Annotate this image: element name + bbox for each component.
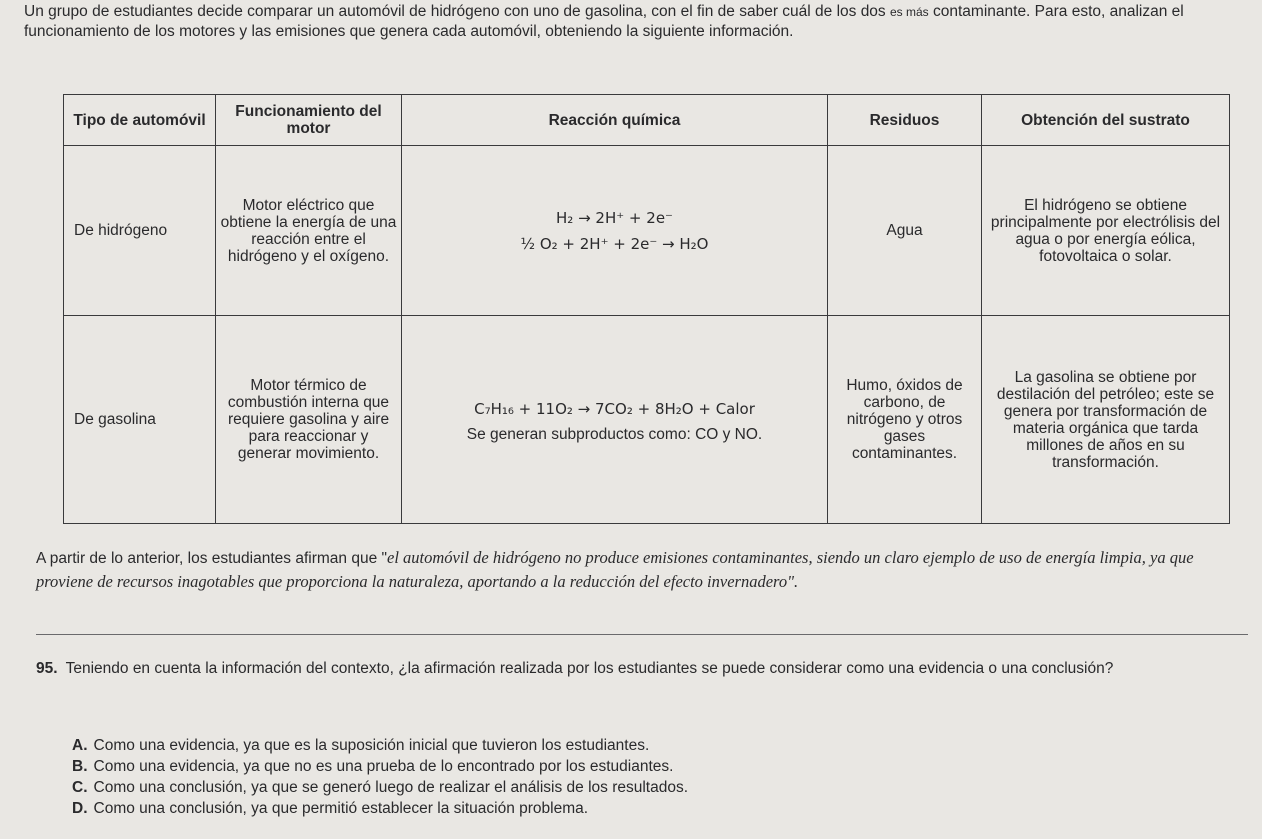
table-row-gasoline	[64, 316, 1230, 524]
table-row-hydrogen	[64, 146, 1230, 316]
header-function: Funcionamiento del motor	[216, 95, 402, 146]
option-text: Como una conclusión, ya que permitió establecer la situación problema.	[93, 800, 589, 817]
option-d[interactable]	[72, 798, 1242, 819]
header-type: Tipo de automóvil	[64, 95, 216, 146]
intro-text: Un grupo de estudiantes decide comparar un automóvil de hidrógeno con uno de gasolina, con el fin de saber cuál de los dos	[24, 3, 886, 20]
cell-source-hydrogen: El hidrógeno se obtiene principalmente por electrólisis del agua o por energía eólica, fotovoltaica o solar.	[982, 146, 1230, 316]
option-c[interactable]	[72, 777, 1242, 798]
answer-options	[72, 735, 1242, 819]
cell-reaction-hydrogen	[402, 146, 828, 316]
question-text: Teniendo en cuenta la información del contexto, ¿la afirmación realizada por los estudiantes se puede considerar como una evidencia o una conclusión?	[65, 660, 1114, 677]
reaction-gasoline-note: Se generan subproductos como: CO y NO.	[466, 426, 763, 443]
header-source: Obtención del sustrato	[982, 95, 1230, 146]
option-letter: C.	[72, 779, 88, 796]
header-residues: Residuos	[828, 95, 982, 146]
students-claim	[36, 546, 1246, 594]
question-number: 95.	[36, 660, 58, 677]
section-divider	[36, 634, 1248, 635]
claim-end: ".	[787, 572, 799, 591]
option-text: Como una evidencia, ya que no es una prueba de lo encontrado por los estudiantes.	[93, 758, 674, 775]
cell-residues-hydrogen: Agua	[828, 146, 982, 316]
cell-residues-gasoline: Humo, óxidos de carbono, de nitrógeno y otros gases contaminantes.	[828, 316, 982, 524]
table-header-row	[64, 95, 1230, 146]
context-intro	[24, 2, 1254, 42]
reaction-hydrogen-2: ½ O₂ + 2H⁺ + 2e⁻ → H₂O	[520, 234, 709, 253]
reaction-gasoline: C₇H₁₆ + 11O₂ → 7CO₂ + 8H₂O + Calor	[474, 400, 755, 418]
option-letter: A.	[72, 737, 88, 754]
option-letter: B.	[72, 758, 88, 775]
option-text: Como una evidencia, ya que es la suposición inicial que tuvieron los estudiantes.	[93, 737, 650, 754]
reaction-hydrogen-1: H₂ → 2H⁺ + 2e⁻	[556, 208, 673, 227]
cell-function-hydrogen: Motor eléctrico que obtiene la energía de una reacción entre el hidrógeno y el oxígeno.	[216, 146, 402, 316]
intro-text-small: es más	[890, 5, 929, 19]
cell-source-gasoline: La gasolina se obtiene por destilación del petróleo; este se genera por transformación de materia orgánica que tarda millones de años en su transformación.	[982, 316, 1230, 524]
comparison-table	[63, 94, 1230, 524]
option-text: Como una conclusión, ya que se generó luego de realizar el análisis de los resultados.	[93, 779, 689, 796]
cell-type-gasoline: De gasolina	[64, 316, 216, 524]
option-a[interactable]	[72, 735, 1242, 756]
cell-reaction-gasoline	[402, 316, 828, 524]
claim-lead: A partir de lo anterior, los estudiantes afirman que "	[36, 550, 388, 567]
option-b[interactable]	[72, 756, 1242, 777]
cell-type-hydrogen: De hidrógeno	[64, 146, 216, 316]
question-95	[36, 658, 1251, 680]
cell-function-gasoline: Motor térmico de combustión interna que requiere gasolina y aire para reaccionar y generar movimiento.	[216, 316, 402, 524]
claim-quote: el automóvil de hidrógeno no produce emisiones contaminantes, siendo un claro ejemplo de uso de energía limpia, ya que proviene de recursos inagotables que proporciona la naturaleza, aportando a la reducción del efecto invernadero	[36, 548, 1194, 591]
header-reaction: Reacción química	[402, 95, 828, 146]
option-letter: D.	[72, 800, 88, 817]
intro-text-2: contaminante. Para esto, analizan el funcionamiento de los motores y las emisiones que genera cada automóvil, obteniendo la siguiente información.	[24, 3, 1184, 40]
